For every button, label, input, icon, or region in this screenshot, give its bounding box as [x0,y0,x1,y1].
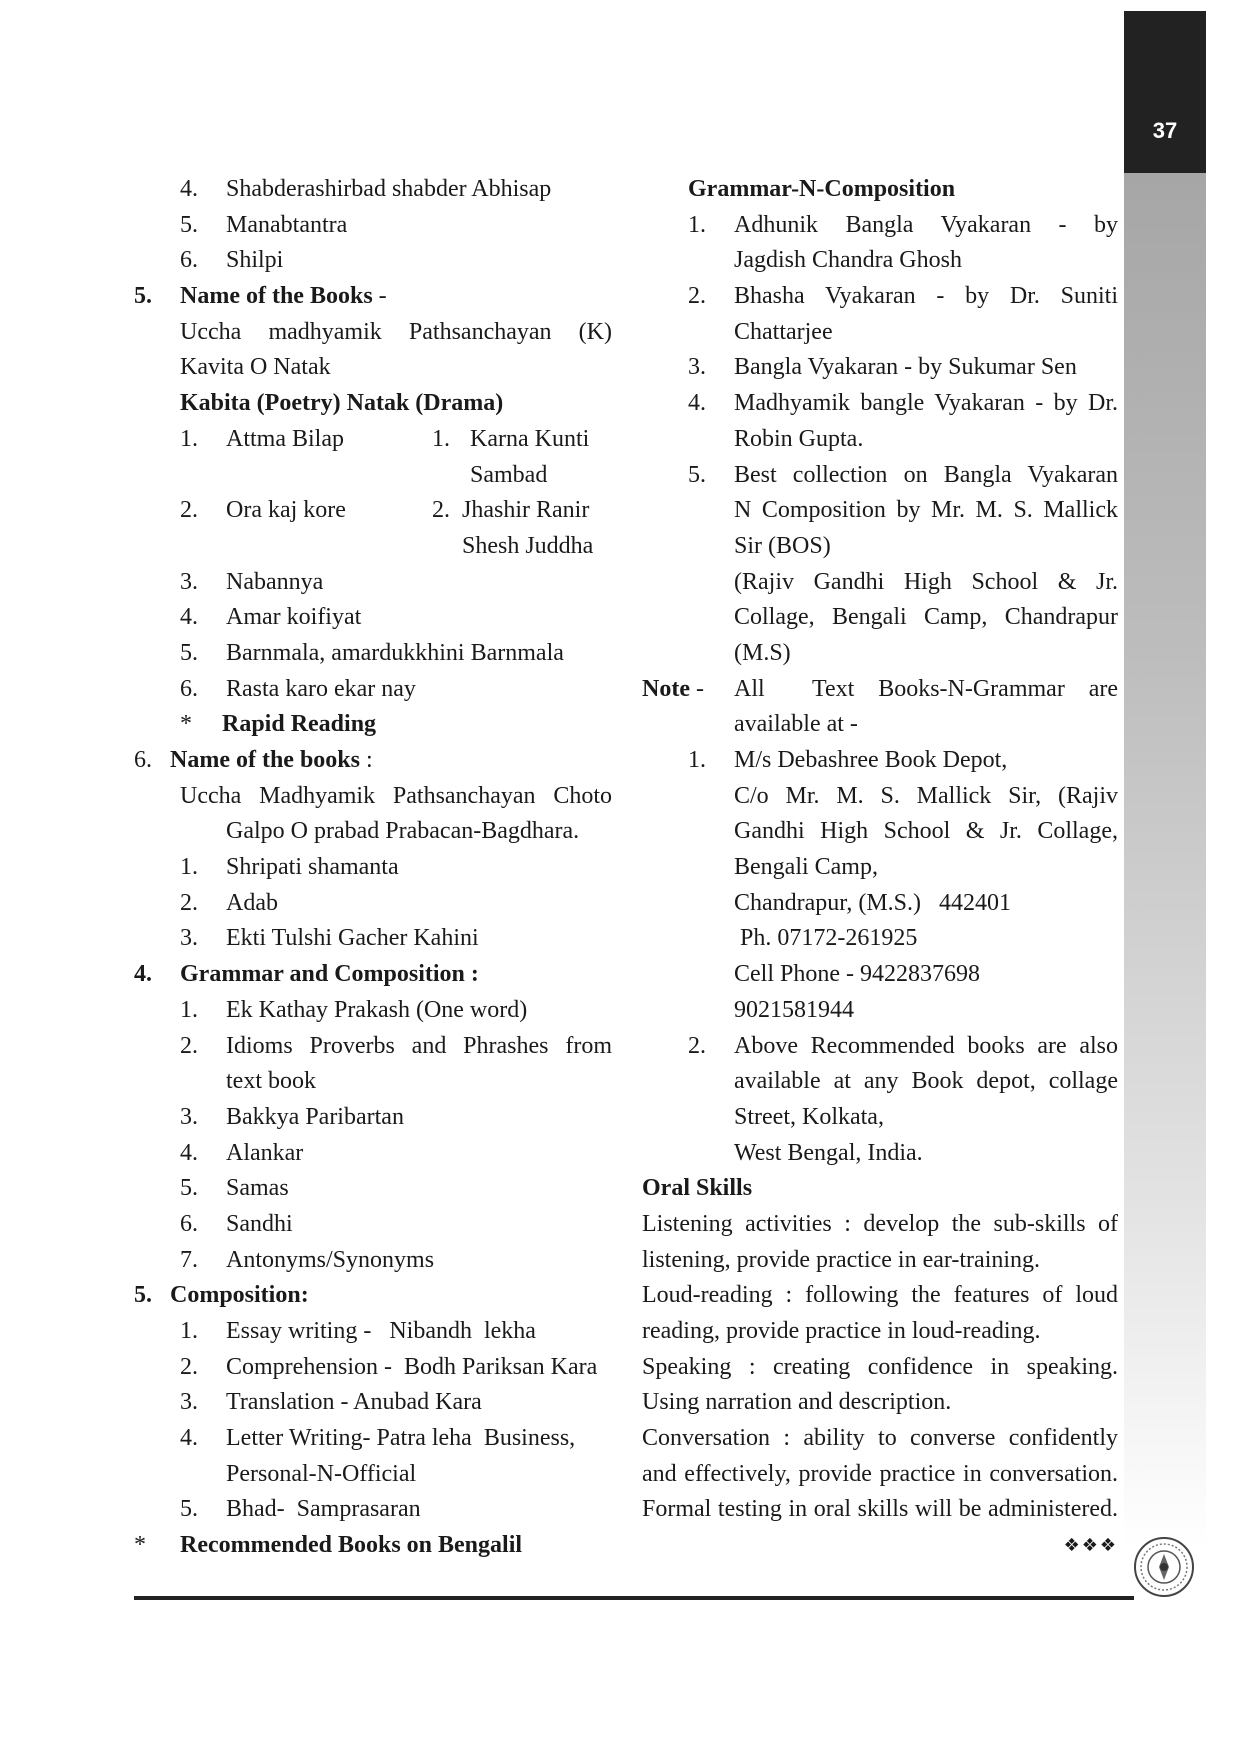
page-tab [1124,11,1206,173]
list-item: 5. Manabtantra [180,211,348,238]
text-line: Uccha madhyamik Pathsanchayan (K) [180,318,612,345]
side-gradient-bar [1124,173,1206,1548]
list-item-continuation: Ph. 07172-261925 [734,925,918,952]
list-item: 4. Letter Writing- Patra leha Business, [180,1425,576,1452]
list-item: 5. Best collection on Bangla Vyakaran [688,461,1118,488]
list-item: 4. Shabderashirbad shabder Abhisap [180,176,552,202]
bottom-rule [134,1596,1134,1600]
list-item-continuation: Bengali Camp, [734,854,878,881]
paragraph-line: Listening activities : develop the sub-skills of [642,1210,1118,1237]
list-item: 3. Nabannya [180,568,324,595]
list-item: 6. Sandhi [180,1210,293,1237]
list-item-continuation: Gandhi High School & Jr. Collage, [734,818,1118,845]
section-heading: 5. Composition: [134,1282,309,1309]
list-item: 2. Bhasha Vyakaran - by Dr. Suniti [688,283,1118,310]
paragraph-line: listening, provide practice in ear-training. [642,1246,1041,1273]
diamond-ornament-icon: ❖❖❖ [1063,1535,1118,1557]
section-name-of-books-2 [134,743,614,957]
list-item: 5. Barnmala, amardukkhini Barnmala [180,639,564,666]
text-line: Uccha Madhyamik Pathsanchayan Choto [180,782,612,809]
list-item: 1. Shripati shamanta [180,854,399,881]
list-item: 3. Translation - Anubad Kara [180,1389,482,1416]
paragraph-line: Loud-reading : following the features of loud [642,1282,1118,1309]
list-item-continuation: N Composition by Mr. M. S. Mallick [734,497,1118,524]
list-a [134,172,614,279]
list-item: 2. Adab [180,889,278,916]
paragraph-line: Conversation : ability to converse confidently [642,1425,1118,1452]
list-item-continuation: Chandrapur, (M.S.) 442401 [734,889,1012,916]
rapid-reading-heading: * Rapid Reading [180,711,377,738]
section-heading: 4. Grammar and Composition : [134,961,479,988]
list-item-continuation: available at any Book depot, collage [734,1068,1118,1095]
list-item-continuation: West Bengal, India. [734,1139,923,1166]
list-item: 4. Alankar [180,1139,304,1166]
list-item: 7. Antonyms/Synonyms [180,1246,435,1273]
list-item: 3. Bakkya Paribartan [180,1103,404,1130]
book-list [642,208,1118,672]
paragraph-line: Formal testing in oral skills will be administered. [642,1496,1118,1523]
section-heading: Oral Skills [642,1175,753,1202]
paragraph-line: reading, provide practice in loud-reading. [642,1318,1041,1344]
list-item-continuation: Shesh Juddha [462,532,594,559]
end-ornament [642,1528,1118,1564]
section-heading: 5. Name of the Books - [134,283,387,310]
list-item: 1. Adhunik Bangla Vyakaran - by [688,211,1118,238]
list-item-continuation: text book [226,1068,316,1095]
list-item-continuation: 9021581944 [734,996,854,1023]
note-line: available at - [734,711,858,738]
list-item-continuation: Sambad [470,461,548,488]
list-item: 4. Madhyamik bangle Vyakaran - by Dr. [688,390,1118,417]
list-item-continuation: Sir (BOS) [734,532,831,559]
list-item: 1. Ek Kathay Prakash (One word) [180,996,528,1023]
list-item: 2. Above Recommended books are also [688,1032,1118,1059]
page-number: 37 [1152,118,1178,143]
list-item: 4. Amar koifiyat [180,604,362,631]
list-item: 5. Samas [180,1175,289,1202]
section-heading: Grammar-N-Composition [688,176,956,202]
list-item: 1. Essay writing - Nibandh lekha [180,1318,536,1344]
section-name-of-books [134,279,614,743]
section-heading: 6. Name of the books : [134,747,373,773]
list-item-continuation: Collage, Bengali Camp, Chandrapur [734,604,1118,631]
text-line: Galpo O prabad Prabacan-Bagdhara. [226,818,580,845]
list-item-continuation: C/o Mr. M. S. Mallick Sir, (Rajiv [734,782,1118,809]
list-item: 1. Attma Bilap 1. Karna Kunti [180,425,590,452]
paragraph-line: Using narration and description. [642,1389,952,1416]
list-item: 3. Bangla Vyakaran - by Sukumar Sen [688,354,1077,381]
list-item-continuation: Jagdish Chandra Ghosh [734,247,962,274]
list-item-continuation: Cell Phone - 9422837698 [734,961,980,988]
paragraph-line: Speaking : creating confidence in speaking. [642,1353,1118,1380]
list-item: 5. Bhad- Samprasaran [180,1496,421,1523]
list-item: 2. Idioms Proverbs and Phrashes from [180,1032,612,1059]
section-composition [134,1278,614,1528]
list-item: 3. Ekti Tulshi Gacher Kahini [180,925,479,952]
section-grammar-composition [134,957,614,1278]
university-emblem-icon [1133,1536,1195,1598]
list-item-continuation: (Rajiv Gandhi High School & Jr. [734,568,1118,595]
list-item-continuation: Chattarjee [734,318,833,345]
recommended-books-heading: * Recommended Books on Bengalil [134,1532,523,1559]
list-item-continuation: Personal-N-Official [226,1460,417,1487]
list-item-continuation: Street, Kolkata, [734,1103,884,1130]
list-item: 1. M/s Debashree Book Depot, [688,747,1008,773]
list-item: 6. Shilpi [180,247,284,274]
note-section [642,672,1118,1172]
subheading: Kabita (Poetry) Natak (Drama) [180,390,504,417]
paragraph-line: and effectively, provide practice in conversation. [642,1460,1118,1487]
list-item-continuation: (M.S) [734,639,791,666]
left-column [134,172,614,1564]
list-item-continuation: Robin Gupta. [734,425,864,452]
list-item: 2. Comprehension - Bodh Pariksan Kara [180,1353,598,1380]
oral-skills-section [642,1171,1118,1564]
text-line: Kavita O Natak [180,354,331,381]
note-line: Note - All Text Books-N-Grammar are [642,675,1118,702]
list-item: 6. Rasta karo ekar nay [180,675,416,702]
list-item: 2. Ora kaj kore 2. Jhashir Ranir [180,497,590,524]
right-column [642,172,1118,1564]
